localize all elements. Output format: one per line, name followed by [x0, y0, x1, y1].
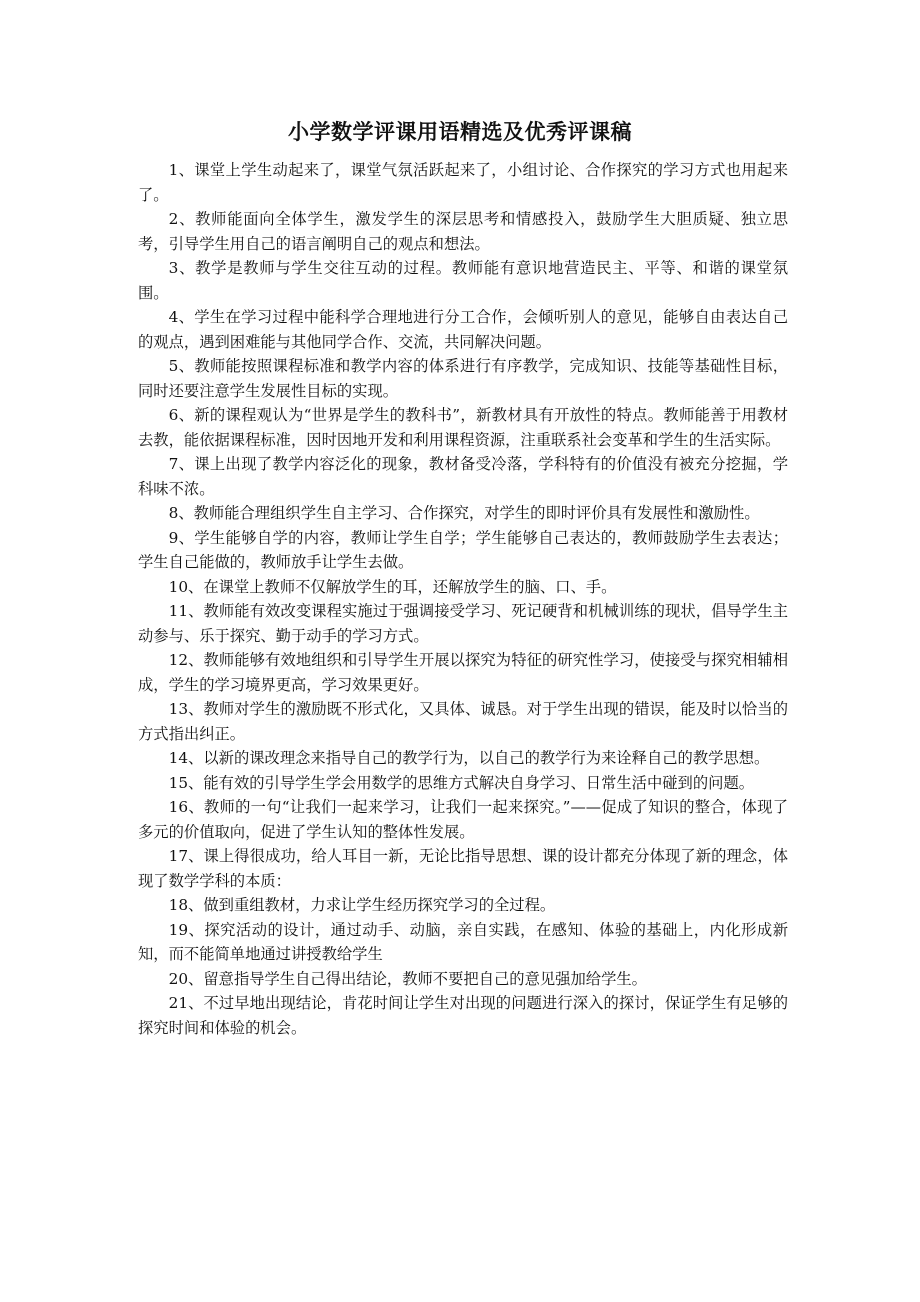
paragraph-1: 1、课堂上学生动起来了，课堂气氛活跃起来了，小组讨论、合作探究的学习方式也用起来了。	[138, 161, 788, 204]
paragraph-5: 5、教师能按照课程标准和教学内容的体系进行有序教学，完成知识、技能等基础性目标，同时还要注意学生发展性目标的实现。	[138, 357, 788, 400]
paragraph-8: 8、教师能合理组织学生自主学习、合作探究，对学生的即时评价具有发展性和激励性。	[168, 504, 760, 522]
paragraph-4: 4、学生在学习过程中能科学合理地进行分工合作，会倾听别人的意见，能够自由表达自己的观点，遇到困难能与其他同学合作、交流，共同解决问题。	[138, 308, 788, 351]
paragraph-2: 2、教师能面向全体学生，激发学生的深层思考和情感投入，鼓励学生大胆质疑、独立思考，引导学生用自己的语言阐明自己的观点和想法。	[138, 210, 788, 253]
paragraph-13: 13、教师对学生的激励既不形式化，又具体、诚恳。对于学生出现的错误，能及时以恰当的方式指出纠正。	[138, 700, 788, 743]
page-title: 小学数学评课用语精选及优秀评课稿	[288, 119, 632, 144]
paragraph-3: 3、教学是教师与学生交往互动的过程。教师能有意识地营造民主、平等、和谐的课堂氛围。	[138, 259, 788, 302]
paragraph-10: 10、在课堂上教师不仅解放学生的耳，还解放学生的脑、口、手。	[168, 577, 617, 596]
paragraph-20: 20、留意指导学生自己得出结论，教师不要把自己的意见强加给学生。	[168, 969, 647, 988]
paragraph-17: 17、课上得很成功，给人耳目一新，无论比指导思想、课的设计都充分体现了新的理念，体现了数学学科的本质：	[138, 847, 788, 890]
paragraph-7: 7、课上出现了教学内容泛化的现象，教材备受冷落，学科特有的价值没有被充分挖掘，学科味不浓。	[138, 455, 788, 498]
paragraph-16: 16、教师的一句“让我们一起来学习，让我们一起来探究。”——促成了知识的整合，体现了多元的价值取向，促进了学生认知的整体性发展。	[138, 798, 788, 841]
paragraph-9: 9、学生能够自学的内容，教师让学生自学；学生能够自己表达的，教师鼓励学生去表达；学生自己能做的，教师放手让学生去做。	[138, 528, 788, 571]
paragraph-18: 18、做到重组教材，力求让学生经历探究学习的全过程。	[168, 896, 556, 914]
paragraph-19: 19、探究活动的设计，通过动手、动脑，亲自实践，在感知、体验的基础上，内化形成新知，而不能简单地通过讲授教给学生	[138, 920, 788, 963]
paragraph-6: 6、新的课程观认为“世界是学生的教科书”，新教材具有开放性的特点。教师能善于用教材去教，能依据课程标准，因时因地开发和利用课程资源，注重联系社会变革和学生的生活实际。	[138, 406, 788, 449]
paragraph-15: 15、能有效的引导学生学会用数学的思维方式解决自身学习、日常生活中碰到的问题。	[168, 773, 755, 792]
paragraph-12: 12、教师能够有效地组织和引导学生开展以探究为特征的研究性学习，使接受与探究相辅相成，学生的学习境界更高，学习效果更好。	[138, 651, 788, 694]
paragraph-14: 14、以新的课改理念来指导自己的教学行为，以自己的教学行为来诠释自己的教学思想。	[168, 749, 770, 767]
paragraph-21: 21、不过早地出现结论，肯花时间让学生对出现的问题进行深入的探讨，保证学生有足够的探究时间和体验的机会。	[138, 994, 788, 1037]
document-body	[138, 158, 788, 1040]
paragraph-11: 11、教师能有效改变课程实施过于强调接受学习、死记硬背和机械训练的现状，倡导学生主动参与、乐于探究、勤于动手的学习方式。	[138, 602, 788, 645]
